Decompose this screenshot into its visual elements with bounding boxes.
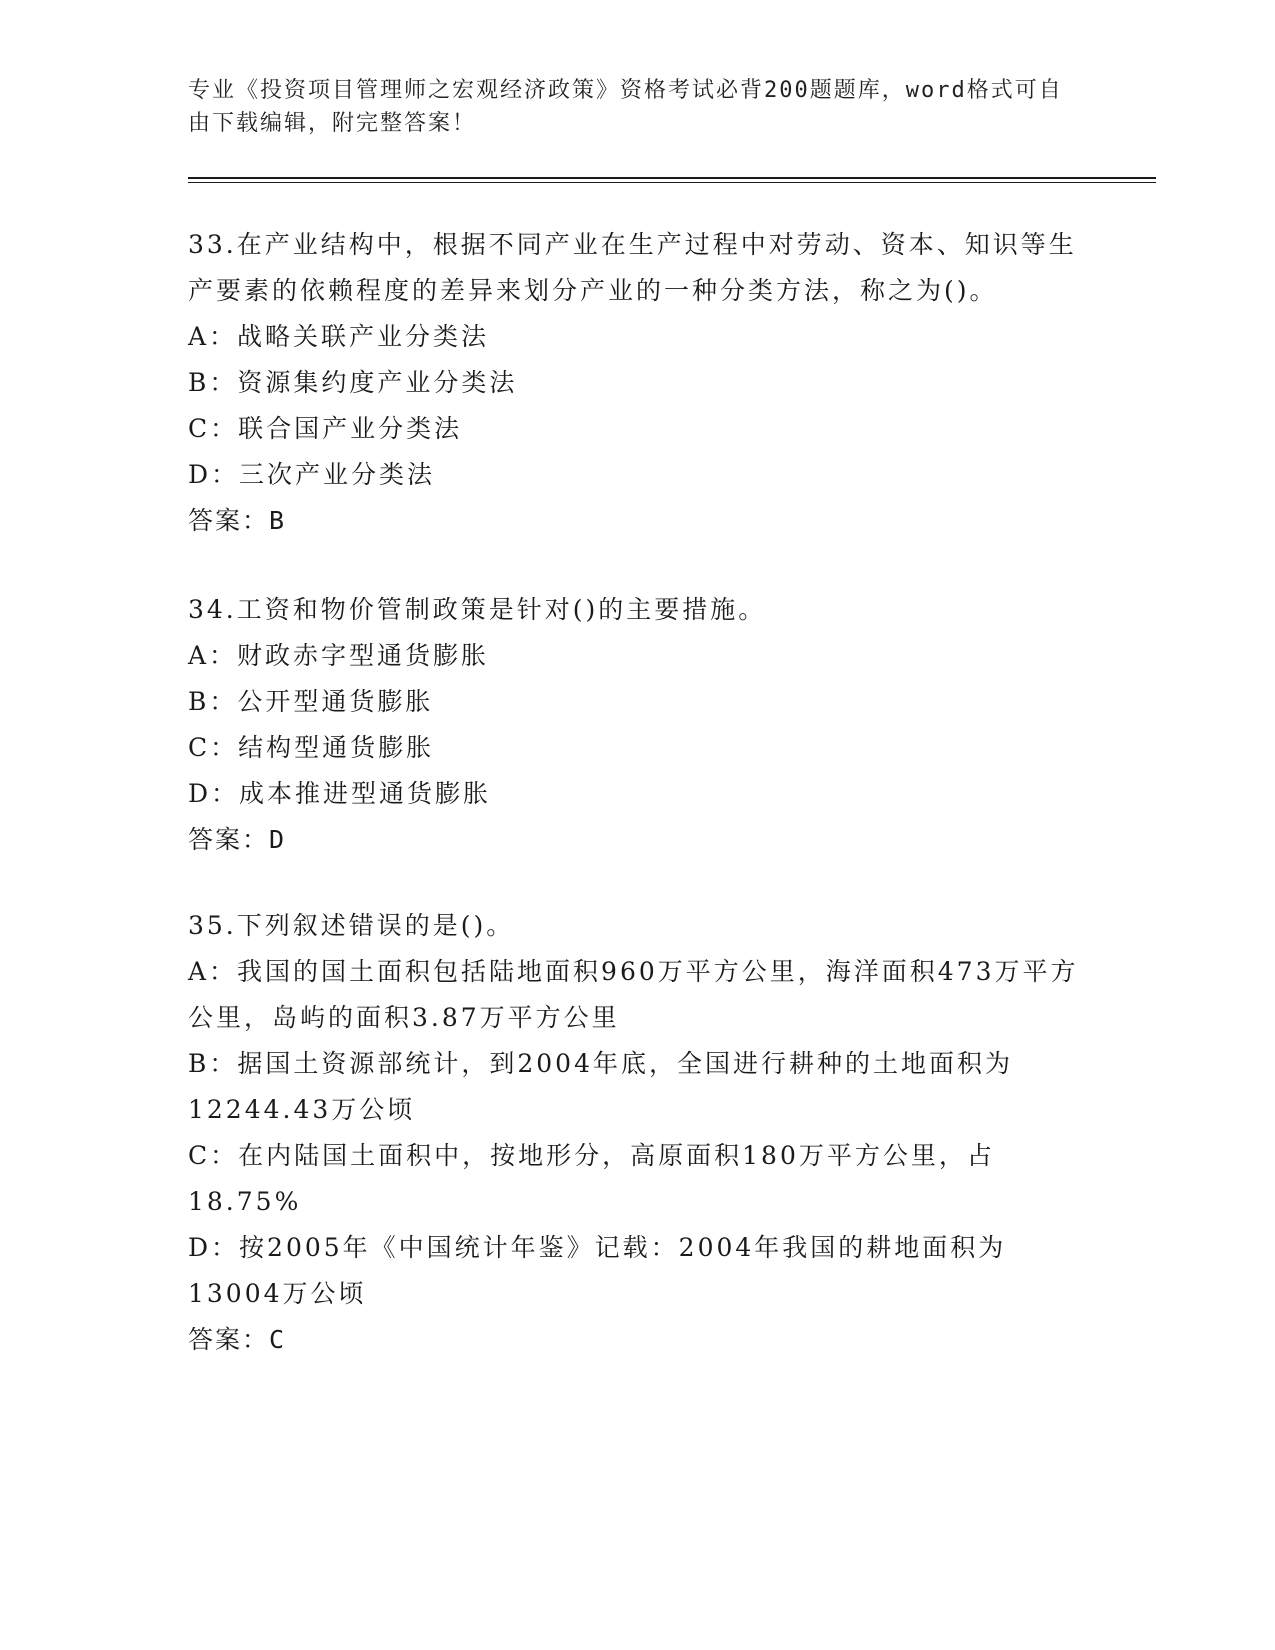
answer-value: B	[269, 506, 287, 535]
question-35	[188, 903, 1088, 1363]
option-b: B：资源集约度产业分类法	[188, 368, 518, 397]
header-divider	[188, 177, 1156, 183]
question-stem: 33.在产业结构中，根据不同产业在生产过程中对劳动、资本、知识等生产要素的依赖程度的差异来划分产业的一种分类方法，称之为()。	[188, 230, 1077, 305]
answer-value: C	[269, 1325, 287, 1354]
option-a: A：我国的国土面积包括陆地面积960万平方公里，海洋面积473万平方公里，岛屿的面积3.87万平方公里	[188, 957, 1079, 1032]
answer-line	[188, 498, 1088, 544]
question-stem: 35.下列叙述错误的是()。	[188, 911, 515, 940]
option-a: A：财政赤字型通货膨胀	[188, 641, 490, 670]
answer-line	[188, 817, 1088, 863]
answer-line	[188, 1317, 1088, 1363]
option-d: D：按2005年《中国统计年鉴》记载：2004年我国的耕地面积为13004万公顷	[188, 1233, 1007, 1308]
option-c: C：在内陆国土面积中，按地形分，高原面积180万平方公里，占18.75%	[188, 1141, 995, 1216]
option-c: C：结构型通货膨胀	[188, 733, 435, 762]
option-d: D：成本推进型通货膨胀	[188, 779, 492, 808]
option-b: B：公开型通货膨胀	[188, 687, 434, 716]
question-34	[188, 587, 1088, 863]
answer-value: D	[269, 825, 287, 854]
question-stem: 34.工资和物价管制政策是针对()的主要措施。	[188, 595, 767, 624]
document-header: 专业《投资项目管理师之宏观经济政策》资格考试必背200题题库，word格式可自由下载编辑，附完整答案！	[188, 78, 1063, 136]
option-c: C：联合国产业分类法	[188, 414, 463, 443]
answer-label: 答案：	[188, 1325, 270, 1354]
option-a: A：战略关联产业分类法	[188, 322, 490, 351]
option-b: B：据国土资源部统计，到2004年底，全国进行耕种的土地面积为12244.43万公顷	[188, 1049, 1013, 1124]
answer-label: 答案：	[188, 506, 270, 535]
question-33	[188, 222, 1088, 544]
option-d: D：三次产业分类法	[188, 460, 436, 489]
answer-label: 答案：	[188, 825, 270, 854]
